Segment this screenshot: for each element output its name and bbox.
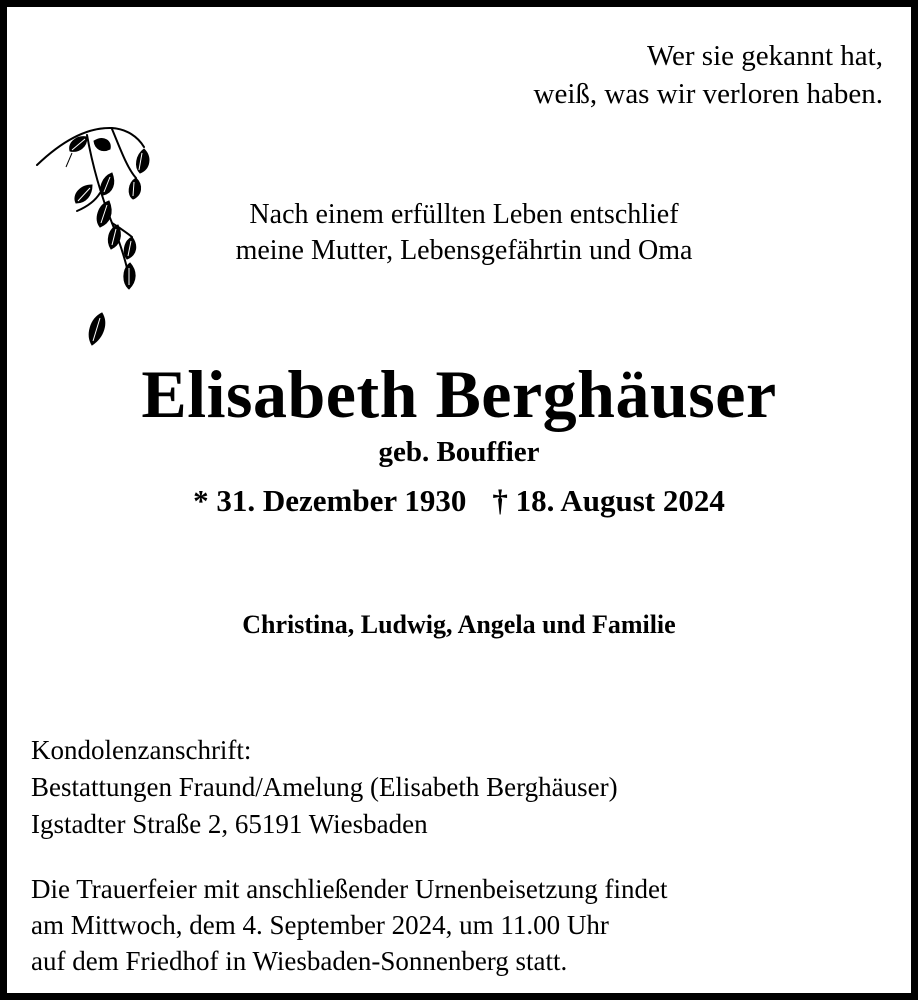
service-line-1: Die Trauerfeier mit anschließender Urnenbeisetzung findet [31,874,668,904]
service-line-3: auf dem Friedhof in Wiesbaden-Sonnenberg statt. [31,946,568,976]
intro-line-2: meine Mutter, Lebensgefährtin und Oma [235,235,693,266]
funeral-service-info [31,871,668,979]
condolence-heading: Kondolenzanschrift: [31,735,252,765]
birth-date: * 31. Dezember 1930 [193,483,467,518]
memorial-quote [534,37,884,113]
deceased-name: Elisabeth Berghäuser [141,356,777,432]
condolence-line-1: Bestattungen Fraund/Amelung (Elisabeth Berghäuser) [31,772,618,802]
maiden-name: geb. Bouffier [378,436,540,468]
mourners-line: Christina, Ludwig, Angela und Familie [242,610,676,639]
life-dates [7,483,911,519]
condolence-address [31,732,618,843]
death-date: † 18. August 2024 [492,483,725,518]
intro-text [7,197,911,269]
condolence-line-2: Igstadter Straße 2, 65191 Wiesbaden [31,809,428,839]
service-line-2: am Mittwoch, dem 4. September 2024, um 11.00 Uhr [31,910,609,940]
intro-line-1: Nach einem erfüllten Leben entschlief [249,199,679,230]
quote-line-2: weiß, was wir verloren haben. [533,78,883,110]
quote-line-1: Wer sie gekannt hat, [646,40,883,72]
